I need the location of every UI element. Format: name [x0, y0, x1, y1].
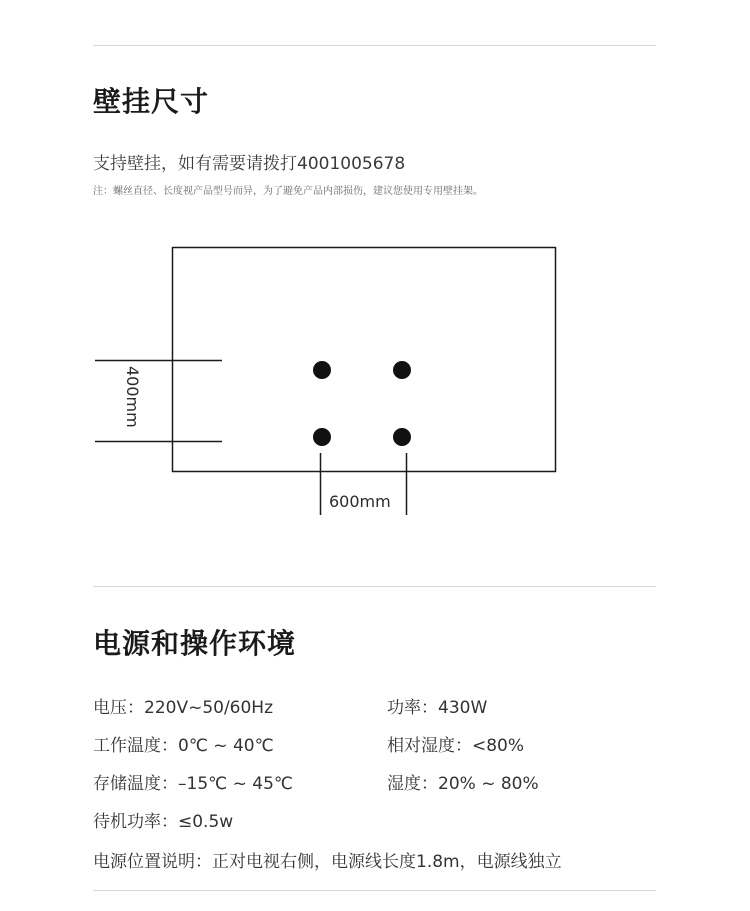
wall-mount-subtitle: 支持壁挂，如有需要请拨打4001005678 [93, 154, 406, 174]
spec-humidity: 湿度：20% ~ 80% [387, 774, 539, 794]
mount-hole-top-right [393, 361, 411, 379]
spec-standby-power: 待机功率：≤0.5w [93, 812, 234, 832]
mount-hole-bottom-right [393, 428, 411, 446]
bottom-divider [93, 890, 656, 891]
tv-back-outline [173, 248, 556, 472]
horizontal-dimension-label: 600mm [329, 492, 391, 511]
spec-voltage: 电压：220V~50/60Hz [93, 698, 274, 718]
spec-relative-humidity: 相对湿度：<80% [387, 736, 525, 756]
wall-mount-note: 注：螺丝直径、长度视产品型号而异，为了避免产品内部损伤，建议您使用专用壁挂架。 [93, 186, 483, 197]
power-environment-title: 电源和操作环境 [93, 627, 297, 660]
spec-operating-temperature: 工作温度：0℃ ~ 40℃ [93, 736, 274, 756]
mount-hole-top-left [313, 361, 331, 379]
spec-power-position: 电源位置说明：正对电视右侧，电源线长度1.8m，电源线独立 [93, 852, 562, 872]
mount-hole-bottom-left [313, 428, 331, 446]
wall-mount-title: 壁挂尺寸 [93, 85, 210, 118]
spec-power: 功率：430W [387, 698, 488, 718]
spec-storage-temperature: 存储温度：–15℃ ~ 45℃ [93, 774, 293, 794]
vertical-dimension-label: 400mm [123, 366, 142, 428]
middle-divider [93, 586, 656, 587]
